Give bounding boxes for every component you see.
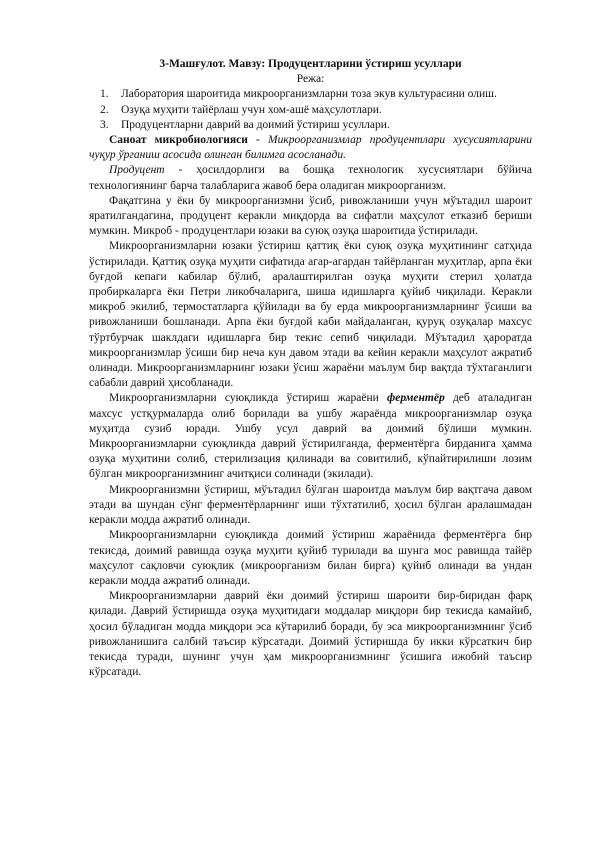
liquid-cultivation-intro: Микроорганизмларни суюқликда ўстириш жараёни [109, 392, 388, 405]
plan-list [89, 87, 532, 133]
plan-item-number: 2. [100, 103, 109, 116]
plan-item-text: Лаборатория шароитида микроорганизмларни тоза экув культурасини олиш. [121, 88, 497, 101]
definition-industrial-microbiology: Микроорганизмлар продуцентлари хусусиятларини чуқур ўрганиш асосида олинган билимга асосланади. [89, 134, 532, 162]
plan-item-number: 1. [100, 88, 109, 101]
paragraph-producer-definition [89, 163, 532, 193]
paragraph-liquid-cultivation [89, 391, 532, 482]
plan-item [89, 118, 532, 133]
plan-label: Режа: [296, 73, 325, 86]
paragraph-batch-cultivation: Микроорганизмни ўстириш, мўътадил бўлган шароитда маълум бир вақтгача давом этади ва шундан сўнг ферментёрларнинг иши тўхтатилиб, ҳосил бўлган аралашмадан керакли модда ажратиб олинади. [89, 483, 532, 527]
definition-producer: - ҳосилдорлиги ва бошқа технологик хусусиятлари бўйича технологиянинг барча талабларига жавоб бера оладиган микроорганизм. [89, 164, 532, 192]
plan-item [89, 87, 532, 102]
liquid-cultivation-rest: деб аталадиган махсус устқурмаларда олиб борилади ва ушбу жараёнда микроорганизмлар озуқа муҳитда сузиб юради. Ушбу усул даврий ва доимий бўлиши мумкин. Микроорганизмларни суюқликда даврий ўстирилганда, ферментёрга бирданига ҳамма озуқа муҳитини солиб, стерилизация қилинади ва совитилиб, кўпайтирилиши лозим бўлган микроорганизмнинг ачитқиси солинади (экилади). [89, 392, 532, 481]
paragraph-continuous-cultivation: Микроорганизмларни суюқликда доимий ўстириш жараёнида ферментёрга бир текисда, доимий равишда озуқа муҳити қуйиб турилади ва шунга мос равишда тайёр маҳсулот сақловчи суюқлик (микроорганизм билан бирга) қуйиб олинади ва ундан керакли модда ажратиб олинади. [89, 529, 532, 587]
paragraph-industrial-microbiology [89, 133, 532, 163]
paragraph-surface-cultivation: Микроорганизмларни юзаки ўстириш қаттиқ ёки суюқ озуқа муҳитининг сатҳида ўстирилади. Қаттиқ озуқа муҳити сифатида агар-агардан тайёрланган муҳитлар, арпа ёки буғдой кепаги кабилар бўлиб, аралаштирилган озуқа муҳити стерил ҳолатда пробиркаларга ёки Петри ликобчаларига, шиша идишларга қуйиб чиқилади. Керакли микроб экилиб, термостатларга қўйилади ва бу ерда микроорганизмларнинг ўсиши ва ривожланиши бошланади. Арпа ёки буғдой каби майдаланган, қуруқ озуқалар махсус тўртбурчак шаклдаги идишларга бир текис сепиб чиқилади. Мўътадил ҳароратда микроорганизмлар ўсиши бир неча кун давом этади ва кейин керакли маҳсулот ажратиб олинади. Микроорганизмларнинг юзаки ўсиш жараёни маълум бир вақтда тўхтаганлиги сабабли даврий ҳисобланади. [89, 240, 532, 390]
term-industrial-microbiology: Саноат микробиологияси [109, 134, 248, 147]
document-title: 3-Машғулот. Мавзу: Продуцентларини ўстириш усуллари [159, 58, 462, 70]
plan-item-number: 3. [100, 118, 109, 131]
document-body [89, 57, 532, 680]
paragraph-batch-vs-continuous: Микроорганизмларни даврий ёки доимий ўстириш шароити бир-биридан фарқ қилади. Даврий ўстиришда озуқа муҳитидаги моддалар миқдори бир текисда камайиб, ҳосил бўладиган модда миқдори эса кўтарилиб боради, бу эса микроорганизмнинг ўсиб ривожланишига салбий таъсир кўрсатади. Доимий ўстиришда бу икки кўрсаткич бир текисда туради, шунинг учун ҳам микроорганизмнинг ўсишига ижобий таъсир кўрсатади. [89, 590, 532, 679]
plan-item-text: Озуқа муҳити тайёрлаш учун хом-ашё маҳсулотлари. [121, 103, 382, 116]
plan-item-text: Продуцентларни даврий ва доимий ўстириш усуллари. [121, 118, 390, 131]
paragraph-growth-conditions: Фақатгина у ёки бу микроорганизмни ўсиб, ривожланиши учун мўътадил шароит яратилгандагина, продуцент керакли миқдорда ва сифатли маҳсулот етказиб бериши мумкин. Микроб - продуцентлари юзаки ва суюқ озуқа шароитида ўстирилади. [89, 194, 532, 238]
plan-item [89, 103, 532, 118]
dash-separator: - [247, 134, 268, 147]
term-fermenter: ферментёр [387, 392, 445, 405]
term-producer: Продуцент [109, 164, 165, 177]
